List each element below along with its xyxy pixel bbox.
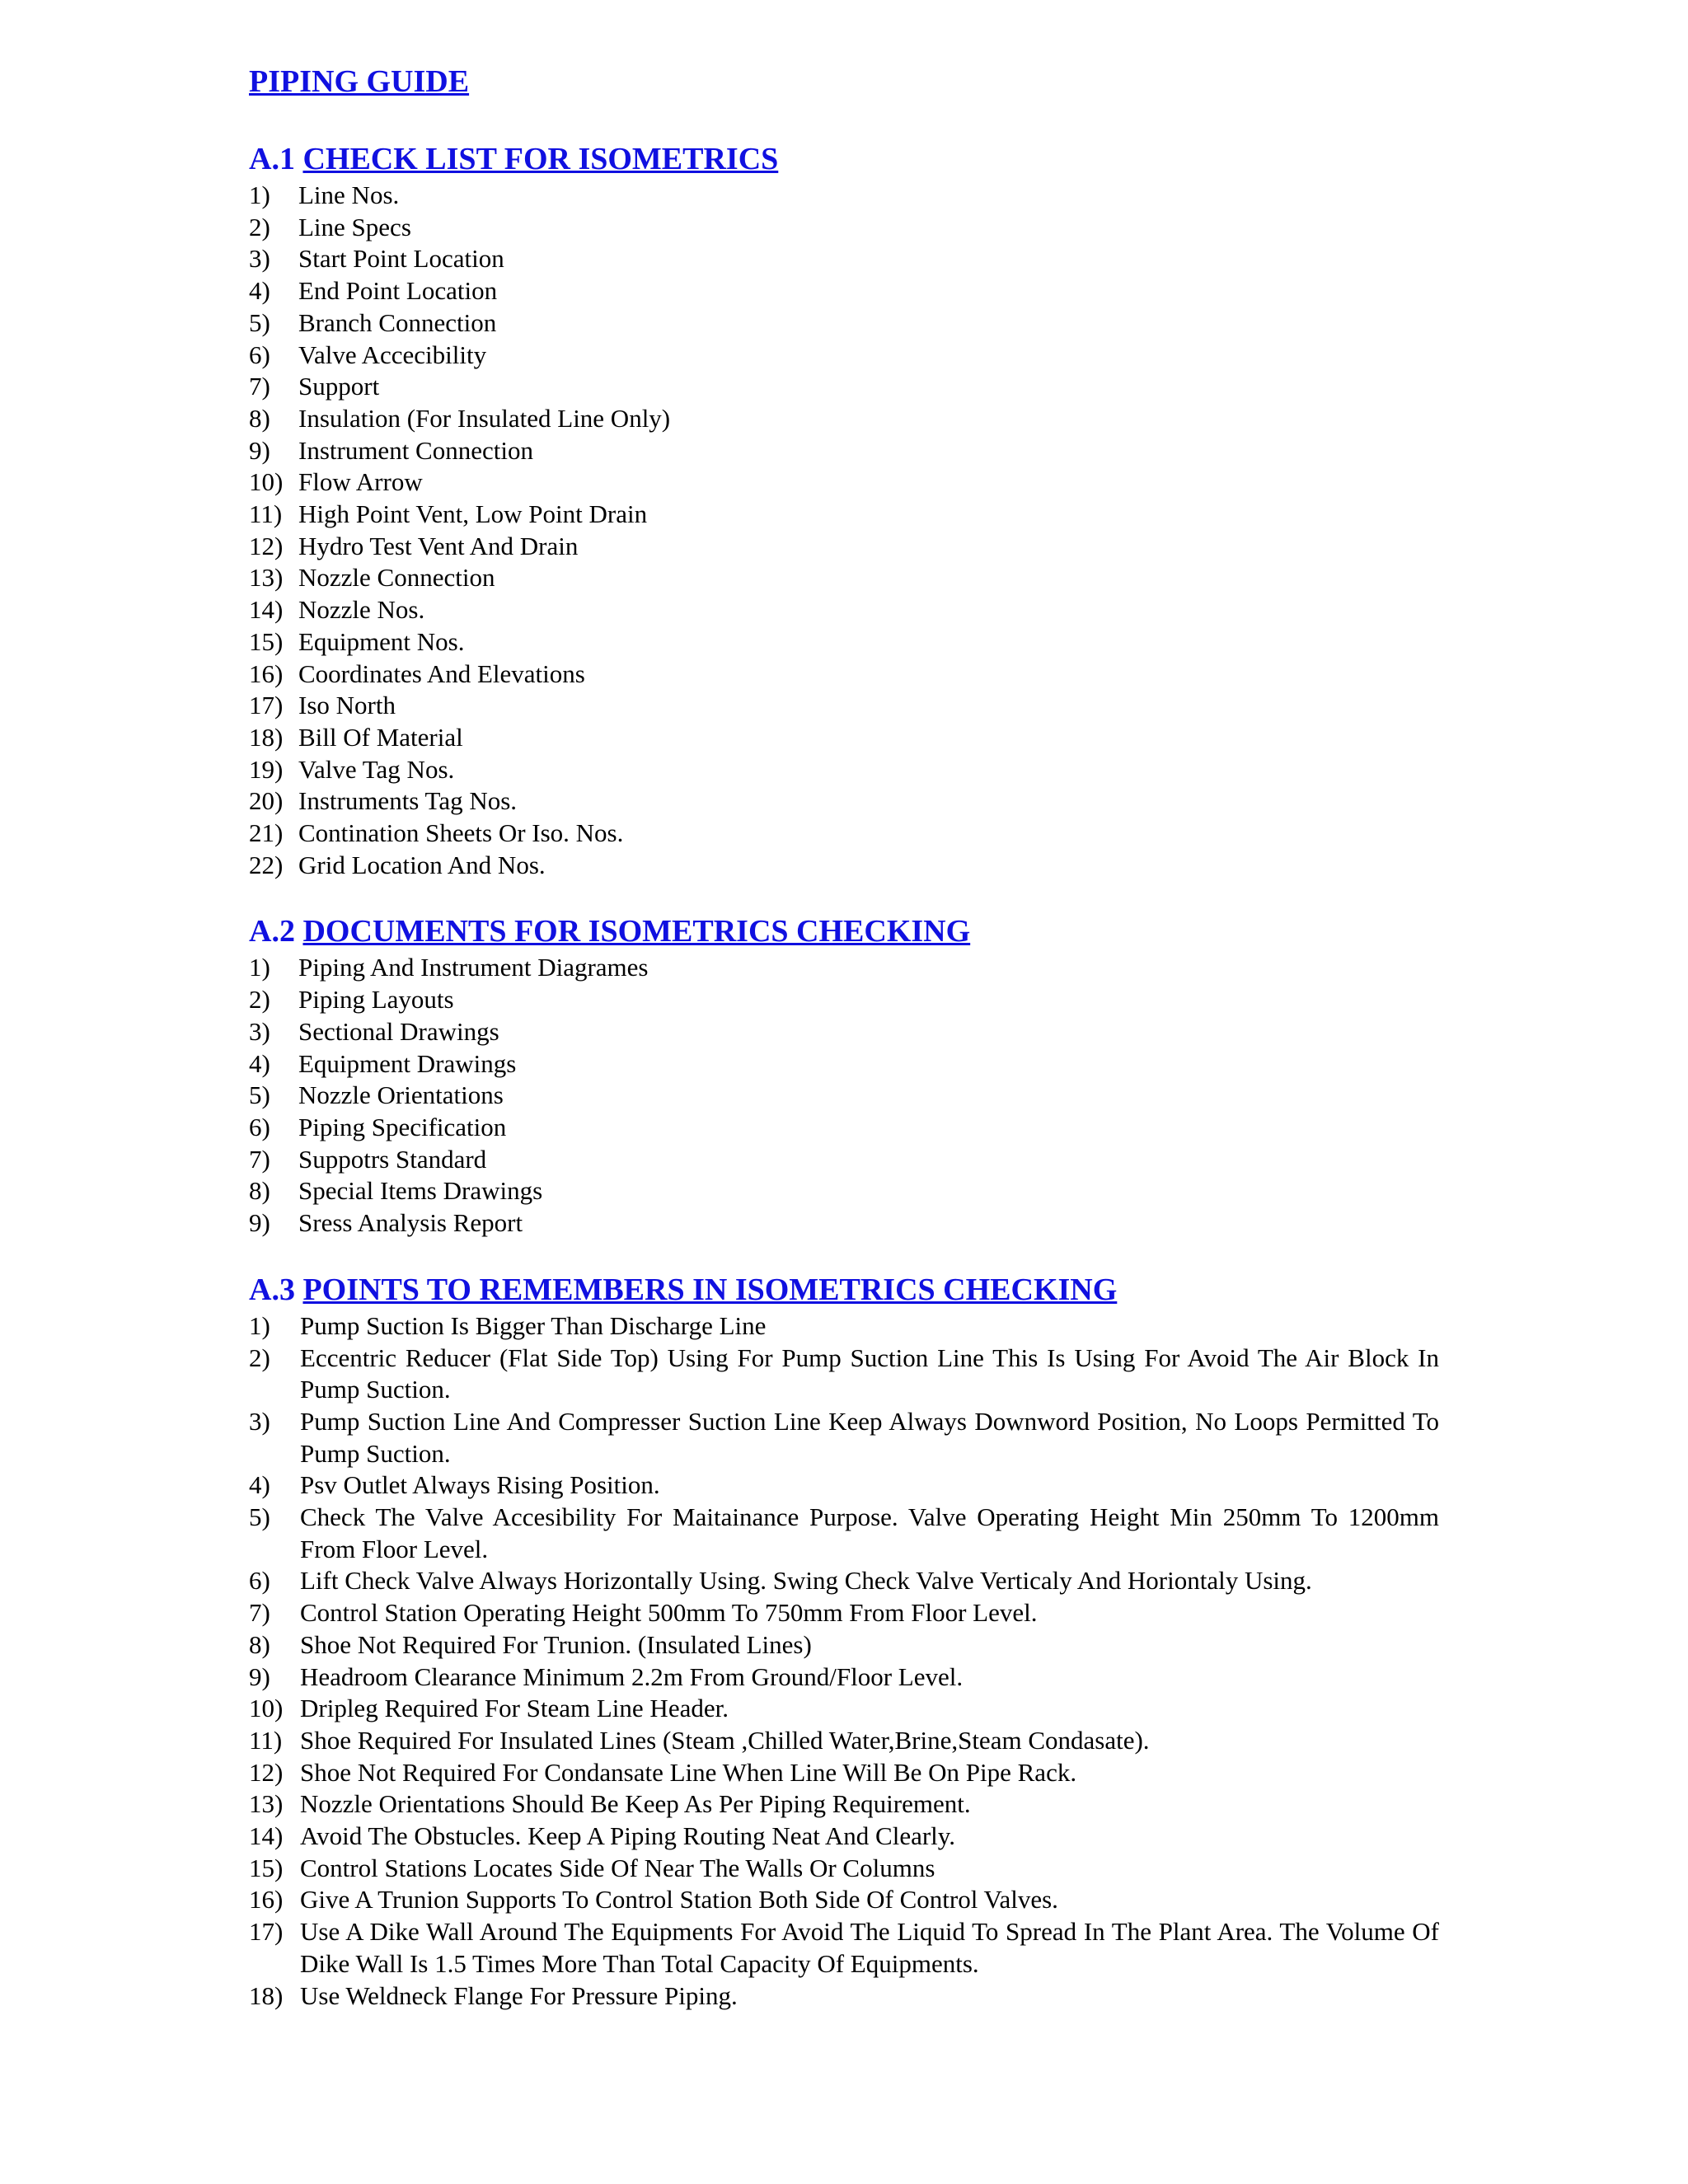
list-item xyxy=(249,1469,1439,1502)
list-item xyxy=(249,984,1439,1016)
item-text: Nozzle Nos. xyxy=(298,595,425,625)
item-text: Equipment Nos. xyxy=(298,626,465,656)
section-number: A.3 xyxy=(249,1272,295,1307)
item-number: 11) xyxy=(249,499,283,529)
item-number: 4) xyxy=(249,1470,270,1500)
list-item xyxy=(249,690,1439,722)
item-number: 14) xyxy=(249,595,284,625)
item-text: Shoe Not Required For Trunion. (Insulated Lines) xyxy=(300,1629,812,1659)
item-number: 7) xyxy=(249,1598,270,1628)
list-item xyxy=(249,1565,1439,1597)
item-text: Nozzle Orientations Should Be Keep As Per Piping Requirement. xyxy=(300,1789,971,1819)
item-text: Pump Suction Line And Compresser Suction Line Keep Always Downword Position, No Loops Permitted To Pump Suction. xyxy=(300,1406,1439,1468)
section-heading xyxy=(249,1269,1439,1310)
list-item xyxy=(249,340,1439,372)
list-item xyxy=(249,212,1439,244)
item-text: Instrument Connection xyxy=(298,435,533,465)
item-text: Use Weldneck Flange For Pressure Piping. xyxy=(300,1980,738,2010)
section-a3 xyxy=(249,1269,1439,2012)
item-text: Iso North xyxy=(298,691,396,720)
documents-list xyxy=(249,952,1439,1239)
document-page xyxy=(249,59,1439,2041)
item-number: 22) xyxy=(249,850,284,879)
list-item xyxy=(249,1502,1439,1565)
document-title: PIPING GUIDE xyxy=(249,64,470,99)
item-text: Shoe Required For Insulated Lines (Steam ,Chilled Water,Brine,Steam Condasate). xyxy=(300,1725,1150,1755)
item-number: 15) xyxy=(249,1853,284,1882)
item-text: Bill Of Material xyxy=(298,722,463,752)
item-number: 10) xyxy=(249,467,284,497)
item-text: Dripleg Required For Steam Line Header. xyxy=(300,1694,729,1723)
item-number: 9) xyxy=(249,1208,270,1238)
item-text: Headroom Clearance Minimum 2.2m From Ground/Floor Level. xyxy=(300,1661,964,1691)
item-number: 1) xyxy=(249,1310,270,1340)
item-number: 3) xyxy=(249,1406,270,1436)
item-text: Eccentric Reducer (Flat Side Top) Using For Pump Suction Line This Is Using For Avoid The Air Block In Pump Suction. xyxy=(300,1343,1439,1404)
list-item xyxy=(249,594,1439,626)
list-item xyxy=(249,1016,1439,1048)
list-item xyxy=(249,850,1439,882)
item-number: 1) xyxy=(249,953,270,982)
list-item xyxy=(249,1821,1439,1853)
item-text: Grid Location And Nos. xyxy=(298,850,546,879)
list-item xyxy=(249,531,1439,563)
list-item xyxy=(249,1916,1439,1980)
section-title: POINTS TO REMEMBERS IN ISOMETRICS CHECKING xyxy=(302,1272,1118,1307)
item-number: 9) xyxy=(249,1661,270,1691)
item-number: 18) xyxy=(249,722,284,752)
list-item xyxy=(249,1629,1439,1661)
item-number: 5) xyxy=(249,307,270,337)
item-text: Nozzle Connection xyxy=(298,563,495,593)
item-number: 18) xyxy=(249,1980,284,2010)
item-number: 13) xyxy=(249,563,284,593)
item-text: Support xyxy=(298,372,380,401)
list-item xyxy=(249,1207,1439,1240)
item-text: Instruments Tag Nos. xyxy=(298,786,518,816)
item-text: Piping Layouts xyxy=(298,985,454,1015)
list-item xyxy=(249,1175,1439,1207)
item-text: Use A Dike Wall Around The Equipments For Avoid The Liquid To Spread In The Plant Area. The Volume Of Dike Wall Is 1.5 Times More Than Total Capacity Of Equipments. xyxy=(300,1917,1439,1978)
item-number: 3) xyxy=(249,244,270,274)
item-number: 20) xyxy=(249,786,284,816)
item-number: 1) xyxy=(249,180,270,209)
item-text: Piping And Instrument Diagrames xyxy=(298,953,649,982)
list-item xyxy=(249,1853,1439,1885)
section-number: A.2 xyxy=(249,914,295,949)
item-text: Psv Outlet Always Rising Position. xyxy=(300,1470,660,1500)
section-a1 xyxy=(249,138,1439,881)
list-item xyxy=(249,1661,1439,1694)
item-number: 4) xyxy=(249,276,270,306)
list-item xyxy=(249,1048,1439,1080)
item-number: 6) xyxy=(249,1566,270,1596)
item-number: 9) xyxy=(249,435,270,465)
item-text: Lift Check Valve Always Horizontally Using. Swing Check Valve Verticaly And Horiontaly Using. xyxy=(300,1566,1312,1596)
list-item xyxy=(249,952,1439,984)
item-text: Hydro Test Vent And Drain xyxy=(298,531,579,560)
item-number: 5) xyxy=(249,1080,270,1110)
list-item xyxy=(249,275,1439,307)
list-item xyxy=(249,1884,1439,1916)
list-item xyxy=(249,1144,1439,1176)
item-number: 7) xyxy=(249,1144,270,1174)
item-number: 5) xyxy=(249,1502,270,1532)
list-item xyxy=(249,1112,1439,1144)
list-item xyxy=(249,1980,1439,2013)
list-item xyxy=(249,403,1439,435)
list-item xyxy=(249,1597,1439,1629)
item-number: 11) xyxy=(249,1725,283,1755)
list-item xyxy=(249,754,1439,786)
list-item xyxy=(249,243,1439,275)
section-title: DOCUMENTS FOR ISOMETRICS CHECKING xyxy=(302,914,971,949)
item-number: 8) xyxy=(249,403,270,433)
item-text: Start Point Location xyxy=(298,244,504,274)
item-number: 15) xyxy=(249,626,284,656)
section-heading xyxy=(249,138,1439,180)
item-text: Suppotrs Standard xyxy=(298,1144,487,1174)
list-item xyxy=(249,658,1439,691)
item-text: Sectional Drawings xyxy=(298,1016,499,1046)
item-text: High Point Vent, Low Point Drain xyxy=(298,499,648,529)
item-text: Avoid The Obstucles. Keep A Piping Routing Neat And Clearly. xyxy=(300,1821,956,1851)
list-item xyxy=(249,1406,1439,1469)
list-item xyxy=(249,499,1439,531)
list-item xyxy=(249,1788,1439,1821)
item-number: 6) xyxy=(249,340,270,369)
item-number: 17) xyxy=(249,691,284,720)
list-item xyxy=(249,1757,1439,1789)
list-item xyxy=(249,562,1439,594)
list-item xyxy=(249,626,1439,658)
item-number: 14) xyxy=(249,1821,284,1851)
item-number: 16) xyxy=(249,658,284,688)
list-item xyxy=(249,180,1439,212)
list-item xyxy=(249,1693,1439,1725)
item-text: Valve Tag Nos. xyxy=(298,754,455,784)
item-number: 4) xyxy=(249,1048,270,1078)
section-title: CHECK LIST FOR ISOMETRICS xyxy=(302,142,779,176)
item-number: 16) xyxy=(249,1885,284,1915)
item-text: Special Items Drawings xyxy=(298,1176,543,1206)
list-item xyxy=(249,722,1439,754)
item-number: 8) xyxy=(249,1176,270,1206)
item-number: 8) xyxy=(249,1629,270,1659)
list-item xyxy=(249,435,1439,467)
item-number: 17) xyxy=(249,1917,284,1947)
item-number: 7) xyxy=(249,372,270,401)
item-number: 10) xyxy=(249,1694,284,1723)
list-item xyxy=(249,307,1439,340)
item-number: 3) xyxy=(249,1016,270,1046)
item-number: 12) xyxy=(249,531,284,560)
item-text: Nozzle Orientations xyxy=(298,1080,504,1110)
item-number: 2) xyxy=(249,1343,270,1372)
list-item xyxy=(249,1310,1439,1343)
points-list xyxy=(249,1310,1439,2012)
list-item xyxy=(249,1080,1439,1112)
list-item xyxy=(249,1343,1439,1406)
item-number: 19) xyxy=(249,754,284,784)
item-text: Flow Arrow xyxy=(298,467,423,497)
item-text: Line Nos. xyxy=(298,180,400,209)
item-text: Control Station Operating Height 500mm To 750mm From Floor Level. xyxy=(300,1598,1038,1628)
item-text: Line Specs xyxy=(298,212,411,241)
checklist xyxy=(249,180,1439,881)
item-number: 2) xyxy=(249,212,270,241)
item-text: Control Stations Locates Side Of Near The Walls Or Columns xyxy=(300,1853,935,1882)
item-text: Piping Specification xyxy=(298,1112,507,1141)
item-text: Sress Analysis Report xyxy=(298,1208,523,1238)
list-item xyxy=(249,371,1439,403)
item-number: 2) xyxy=(249,985,270,1015)
list-item xyxy=(249,466,1439,499)
item-text: Pump Suction Is Bigger Than Discharge Line xyxy=(300,1310,767,1340)
item-text: Branch Connection xyxy=(298,307,497,337)
item-text: Give A Trunion Supports To Control Station Both Side Of Control Valves. xyxy=(300,1885,1058,1915)
list-item xyxy=(249,1725,1439,1757)
item-text: Shoe Not Required For Condansate Line When Line Will Be On Pipe Rack. xyxy=(300,1757,1077,1787)
item-number: 6) xyxy=(249,1112,270,1141)
item-text: Contination Sheets Or Iso. Nos. xyxy=(298,818,624,848)
section-a2 xyxy=(249,911,1439,1239)
section-heading xyxy=(249,911,1439,952)
section-number: A.1 xyxy=(249,142,295,176)
list-item xyxy=(249,818,1439,850)
item-number: 12) xyxy=(249,1757,284,1787)
item-number: 21) xyxy=(249,818,284,848)
item-text: Insulation (For Insulated Line Only) xyxy=(298,403,671,433)
item-text: Valve Accecibility xyxy=(298,340,487,369)
item-text: Equipment Drawings xyxy=(298,1048,517,1078)
item-text: Coordinates And Elevations xyxy=(298,658,585,688)
item-text: End Point Location xyxy=(298,276,498,306)
item-text: Check The Valve Accesibility For Maitainance Purpose. Valve Operating Height Min 250mm To 1200mm From Floor Level. xyxy=(300,1502,1439,1563)
list-item xyxy=(249,785,1439,818)
item-number: 13) xyxy=(249,1789,284,1819)
